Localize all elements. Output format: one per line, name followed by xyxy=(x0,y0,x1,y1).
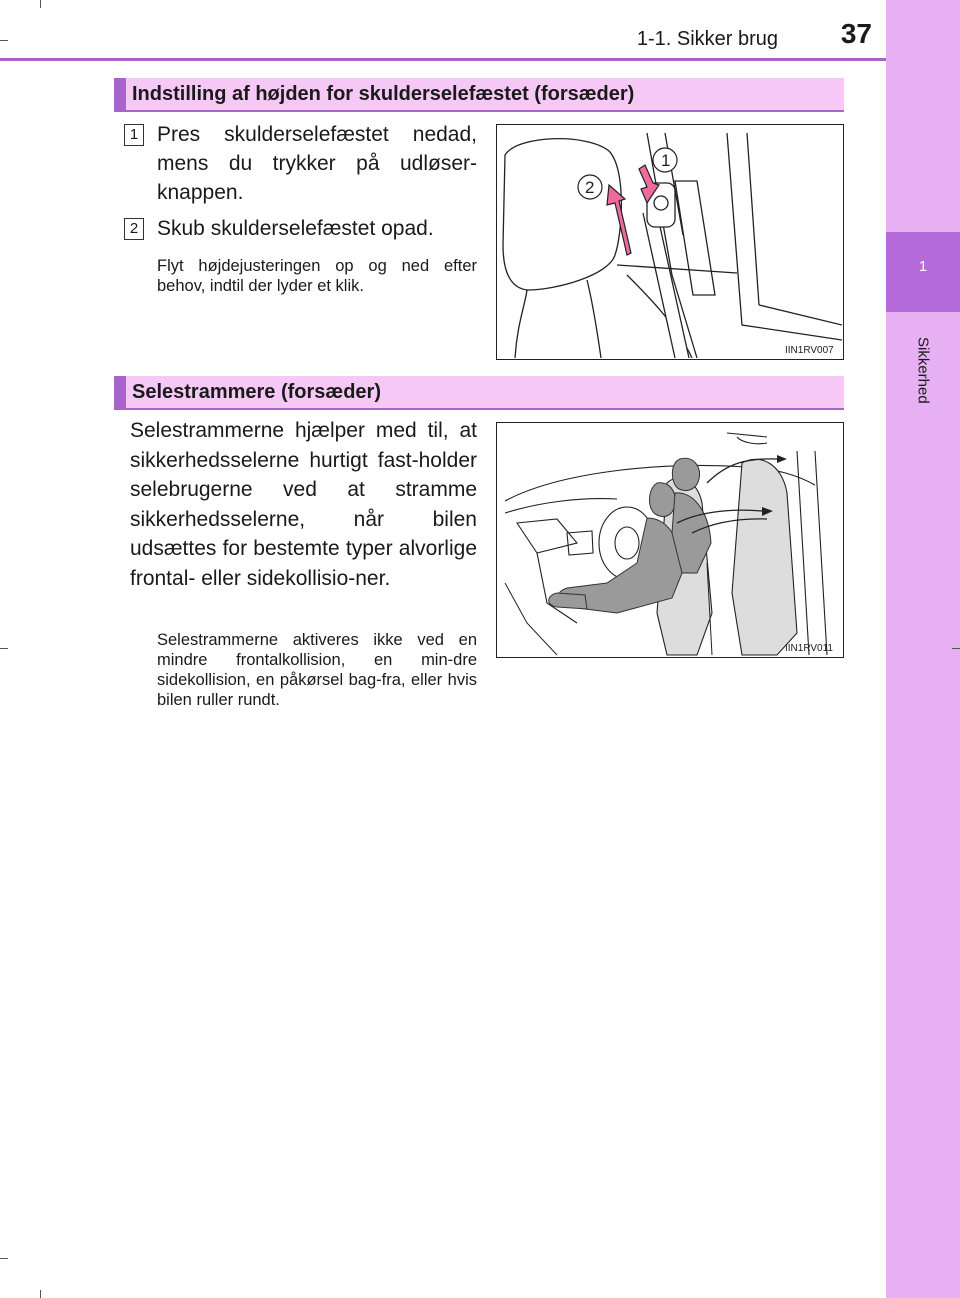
crop-mark xyxy=(0,40,8,41)
pretensioner-note: Selestrammerne aktiveres ikke ved en mindre frontalkollision, en min-dre sidekollision, en påkørsel bag-fra, eller hvis bilen ruller rundt. xyxy=(157,631,477,709)
figure-shoulder-anchor-adjustment xyxy=(496,124,844,360)
crop-mark xyxy=(40,0,41,8)
figure-pretensioner-crash xyxy=(496,422,844,658)
step-2-text: Skub skulderselefæstet opad. xyxy=(157,217,434,240)
side-tab xyxy=(886,0,960,1298)
cabin-illustration xyxy=(497,423,842,656)
crop-mark xyxy=(0,648,8,649)
crop-mark xyxy=(40,1290,41,1298)
side-tab-chapter-label: Sikkerhed xyxy=(914,336,932,404)
section-heading-text: Indstilling af højden for skulderselefæstet (forsæder) xyxy=(132,83,635,105)
step-note: Flyt højdejusteringen op og ned efter behov, indtil der lyder et klik. xyxy=(157,257,477,295)
side-tab-chapter-number: 1 xyxy=(918,258,928,275)
figure-code: IIN1RV011 xyxy=(785,643,833,654)
crop-mark xyxy=(952,648,960,649)
section-heading-text: Selestrammere (forsæder) xyxy=(132,381,381,403)
section-heading-shoulder-anchor xyxy=(114,78,844,112)
section-heading-pretensioners xyxy=(114,376,844,410)
running-header-section: 1-1. Sikker brug xyxy=(636,28,778,50)
callout-1: 1 xyxy=(661,151,671,170)
callout-2: 2 xyxy=(585,178,595,197)
figure-code: IIN1RV007 xyxy=(785,345,834,356)
step-number-badge: 1 xyxy=(124,124,144,146)
page-number: 37 xyxy=(840,18,872,49)
step-number-badge: 2 xyxy=(124,218,144,240)
step-1-text: Pres skulderselefæstet nedad, mens du trykker på udløser-knappen. xyxy=(157,123,477,204)
shoulder-anchor-illustration xyxy=(497,125,842,358)
header-rule xyxy=(0,58,886,61)
crop-mark xyxy=(0,1258,8,1259)
pretensioner-description: Selestrammerne hjælper med til, at sikkerhedsselerne hurtigt fast-holder selebrugerne ved at stramme sikkerhedsselerne, når bilen udsættes for bestemte typer alvorlige frontal- eller sidekollisio-ner. xyxy=(130,419,477,590)
